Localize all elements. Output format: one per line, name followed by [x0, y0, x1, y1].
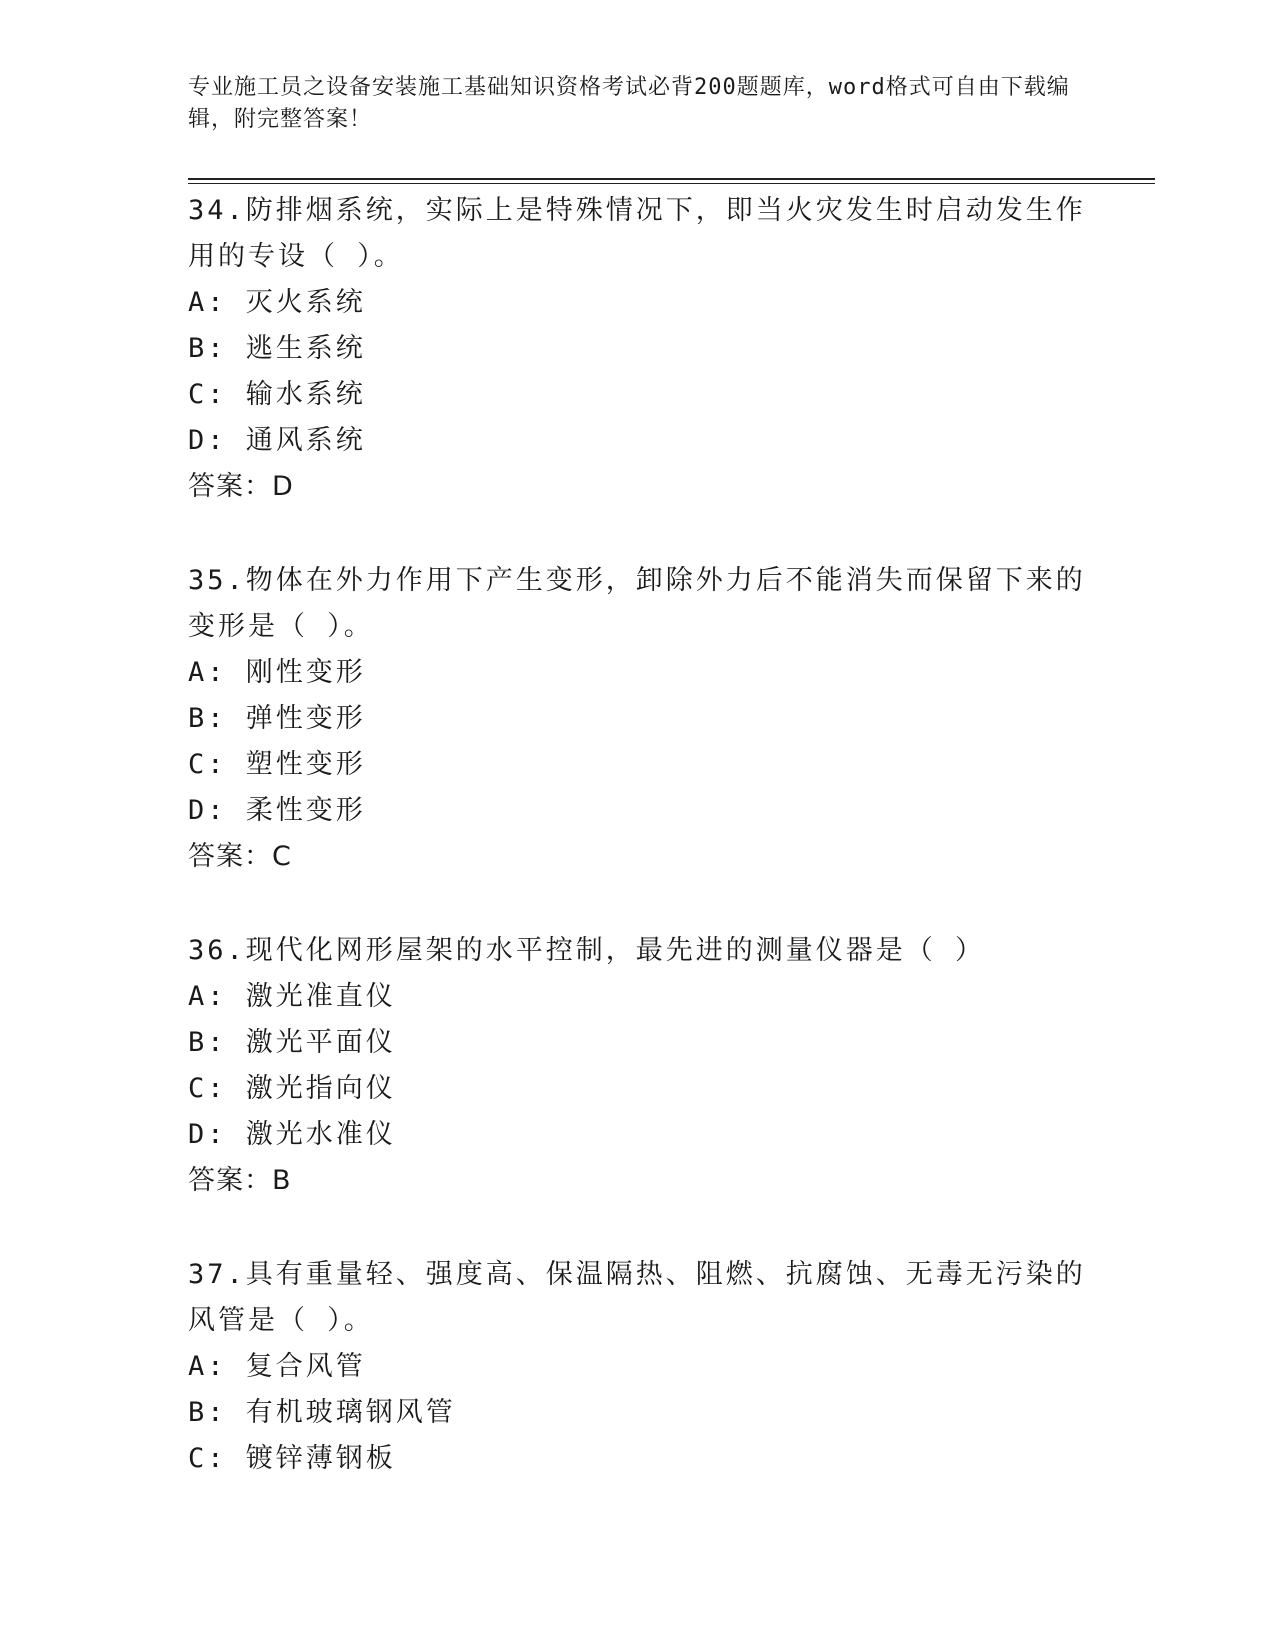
question-37 [188, 1252, 1088, 1482]
option-a: A: 刚性变形 [188, 657, 366, 688]
question-stem: 34.防排烟系统，实际上是特殊情况下，即当火灾发生时启动发生作用的专设（ ）。 [188, 195, 1086, 272]
option-b: B: 有机玻璃钢风管 [188, 1397, 456, 1428]
header-divider-thin [188, 183, 1155, 184]
option-c: C: 激光指向仪 [188, 1073, 396, 1104]
answer-line: 答案：B [188, 1165, 292, 1196]
question-stem: 37.具有重量轻、强度高、保温隔热、阻燃、抗腐蚀、无毒无污染的风管是（ ）。 [188, 1259, 1086, 1336]
answer-line: 答案：C [188, 841, 292, 872]
option-b: B: 逃生系统 [188, 333, 366, 364]
question-stem: 35.物体在外力作用下产生变形，卸除外力后不能消失而保留下来的变形是（ ）。 [188, 565, 1086, 642]
question-34 [188, 188, 1088, 510]
option-c: C: 塑性变形 [188, 749, 366, 780]
option-c: C: 镀锌薄钢板 [188, 1443, 396, 1474]
option-d: D: 通风系统 [188, 425, 366, 456]
option-a: A: 灭火系统 [188, 287, 366, 318]
document-header: 专业施工员之设备安装施工基础知识资格考试必背200题题库，word格式可自由下载编辑，附完整答案！ [188, 75, 1070, 132]
option-b: B: 激光平面仪 [188, 1027, 396, 1058]
option-c: C: 输水系统 [188, 379, 366, 410]
option-a: A: 激光准直仪 [188, 981, 396, 1012]
option-b: B: 弹性变形 [188, 703, 366, 734]
question-list [188, 188, 1088, 1530]
header-divider-thick [188, 178, 1155, 180]
answer-line: 答案：D [188, 471, 294, 502]
question-35 [188, 558, 1088, 880]
option-a: A: 复合风管 [188, 1351, 366, 1382]
question-stem: 36.现代化网形屋架的水平控制，最先进的测量仪器是（ ） [188, 935, 986, 966]
option-d: D: 柔性变形 [188, 795, 366, 826]
option-d: D: 激光水准仪 [188, 1119, 396, 1150]
question-36 [188, 928, 1088, 1204]
